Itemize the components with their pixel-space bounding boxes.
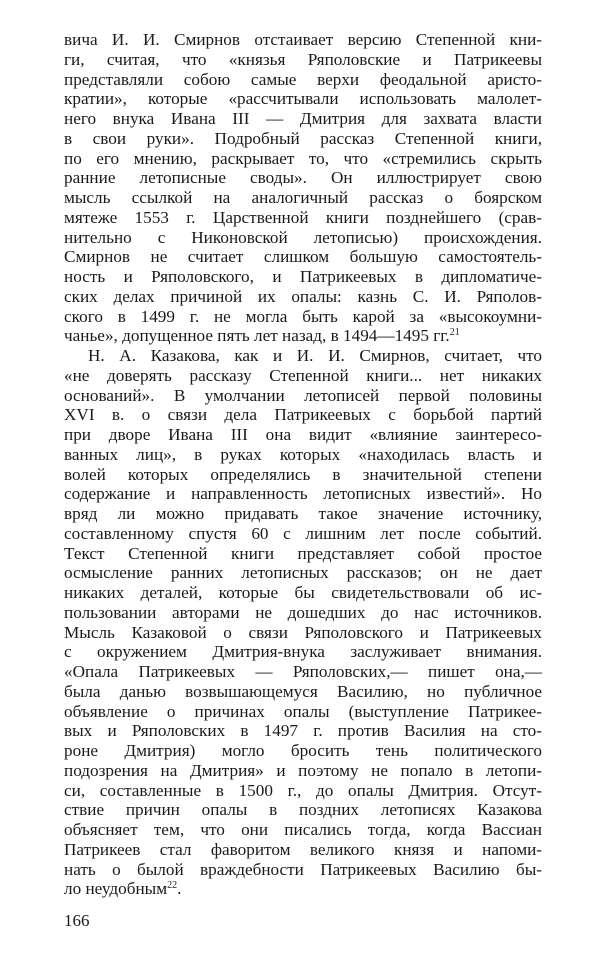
text-line: содержание и направленность летописных известий». Но bbox=[64, 484, 542, 504]
body-text bbox=[64, 30, 542, 899]
text-line: объявление о причинах опалы (выступление Патрикее- bbox=[64, 701, 542, 721]
footnote-marker-21: 21 bbox=[449, 327, 460, 339]
paragraph-2 bbox=[64, 346, 542, 899]
text-line: Н. А. Казакова, как и И. И. Смирнов, считает, что bbox=[88, 346, 542, 365]
text-line: XVI в. о связи дела Патрикеевых с борьбой партий bbox=[64, 405, 542, 425]
text-line: подозрения на Дмитрия» и поэтому не попало в летопи- bbox=[64, 760, 542, 780]
text-span: . bbox=[177, 879, 182, 899]
text-line: него внука Ивана III — Дмитрия для захвата власти bbox=[64, 109, 542, 128]
text-line: в свои руки». Подробный рассказ Степенной книги, bbox=[64, 128, 542, 148]
text-line: ского в 1499 г. не могла быть карой за «высокоумни- bbox=[64, 306, 542, 326]
text-span: ло неудобным bbox=[64, 879, 168, 899]
text-line: составленному спустя 60 с лишним лет после событий. bbox=[64, 523, 542, 543]
text-line: Текст Степенной книги представляет собой простое bbox=[64, 543, 542, 563]
text-line: Смирнов не считает слишком большую самостоятель- bbox=[64, 247, 542, 267]
text-line: ность и Ряполовского, и Патрикеевых в дипломатиче- bbox=[64, 267, 542, 286]
text-line: пользовании авторами не дошедших до нас источников. bbox=[64, 602, 542, 622]
text-line-last bbox=[64, 879, 542, 899]
text-line: роне Дмитрия) могло бросить тень политического bbox=[64, 741, 542, 760]
text-line: «Опала Патрикеевых — Ряполовских,— пишет она,— bbox=[64, 662, 542, 681]
text-line: Патрикеев стал фаворитом великого князя и напоми- bbox=[64, 839, 542, 859]
text-line: по его мнению, раскрывает то, что «стремились скрыть bbox=[64, 148, 542, 168]
text-line: при дворе Ивана III она видит «влияние заинтересо- bbox=[64, 425, 542, 444]
page-number: 166 bbox=[64, 911, 90, 930]
text-line: ги, считая, что «князья Ряполовские и Патрикеевы bbox=[64, 49, 542, 69]
text-line: ских делах причиной их опалы: казнь С. И. Ряполов- bbox=[64, 286, 542, 306]
text-line: волей которых определялись в значительной степени bbox=[64, 464, 542, 484]
text-line: нительно с Никоновской летописью) происхождения. bbox=[64, 227, 542, 247]
text-line: ствие причин опалы в поздних летописях Казакова bbox=[64, 800, 542, 820]
text-line: вряд ли можно придавать такое значение источнику, bbox=[64, 504, 542, 523]
text-line: ванных лиц», в руках которых «находилась власть и bbox=[64, 444, 542, 464]
text-line: ранние летописные своды». Он иллюстрирует свою bbox=[64, 168, 542, 188]
footnote-marker-22: 22 bbox=[167, 880, 178, 892]
text-line: мятеже 1553 г. Царственной книги позднейшего (срав- bbox=[64, 207, 542, 227]
text-line: мысль ссылкой на аналогичный рассказ о боярском bbox=[64, 188, 542, 207]
text-line: вича И. И. Смирнов отстаивает версию Степенной кни- bbox=[64, 30, 542, 49]
text-line-last bbox=[64, 326, 542, 346]
text-line: кратии», которые «рассчитывали использовать малолет- bbox=[64, 89, 542, 109]
text-span: чанье», допущенное пять лет назад, в 1494—1495 гг. bbox=[64, 326, 450, 346]
paragraph-1 bbox=[64, 30, 542, 346]
text-line: си, составленные в 1500 г., до опалы Дмитрия. Отсут- bbox=[64, 780, 542, 800]
text-line: с окружением Дмитрия-внука заслуживает внимания. bbox=[64, 642, 542, 662]
text-line: «не доверять рассказу Степенной книги... нет никаких bbox=[64, 365, 542, 385]
text-line: представляли собою самые верхи феодальной аристо- bbox=[64, 69, 542, 89]
text-line: объясняет тем, что они писались тогда, когда Вассиан bbox=[64, 820, 542, 839]
text-line: осмысление ранних летописных рассказов; он не дает bbox=[64, 563, 542, 583]
text-line: никаких деталей, которые бы свидетельствовали об ис- bbox=[64, 583, 542, 602]
text-line: Мысль Казаковой о связи Ряполовского и Патрикеевых bbox=[64, 622, 542, 642]
text-line: нать о былой враждебности Патрикеевых Василию бы- bbox=[64, 859, 542, 879]
text-line: вых и Ряполовских в 1497 г. против Василия на сто- bbox=[64, 721, 542, 741]
text-line: оснований». В умолчании летописей первой половины bbox=[64, 385, 542, 405]
text-line: была данью возвышающемуся Василию, но публичное bbox=[64, 681, 542, 701]
